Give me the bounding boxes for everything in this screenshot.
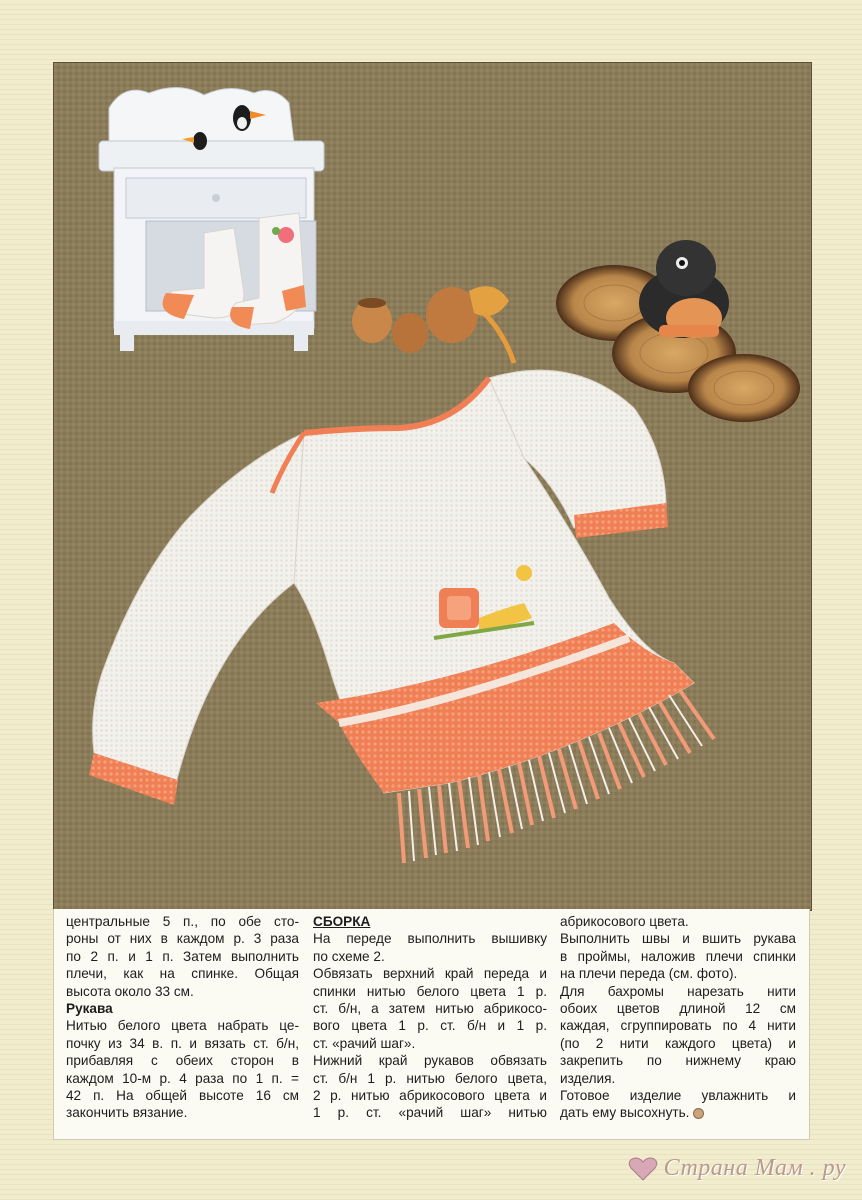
text-line: 42 п. На общей высоте 16 см [66, 1088, 299, 1104]
watermark-text: Страна Мам . ру [663, 1155, 846, 1181]
text-line: центральные 5 п., по обе сто- [66, 914, 299, 929]
text-line: почку из 34 в. п. и вязать ст. б/н, [66, 1035, 299, 1051]
text-line: дать ему высохнуть. [560, 1105, 690, 1121]
text-line: плечи, как на спинке. Общая [66, 966, 299, 982]
instructions-panel [53, 909, 810, 1140]
text-line: На переде выполнить вышивку [313, 931, 547, 947]
text-line: закончить вязание. [66, 1105, 188, 1121]
text-line: по схеме 2. [313, 948, 385, 964]
end-mark-icon [693, 1108, 704, 1119]
text-line: Готовое изделие увлажнить и [560, 1088, 796, 1104]
text-line: спинки нитью белого цвета 1 р. [313, 983, 547, 999]
text-column-2 [313, 913, 547, 1122]
text-line: Обвязать верхний край переда и [313, 966, 547, 982]
text-line: каждом 10-м р. 4 раза по 1 п. = [66, 1070, 299, 1086]
text-line: вого цвета 1 р. ст. б/н и 1 р. [313, 1018, 547, 1034]
text-line: на плечи переда (см. фото). [560, 966, 738, 982]
text-line: закрепить по нижнему краю [560, 1053, 796, 1069]
section-heading-sleeves: Рукава [66, 1001, 113, 1017]
text-line: высота около 33 см. [66, 983, 194, 999]
text-line: 2 р. нитью абрикосового цвета и [313, 1088, 547, 1104]
text-line: изделия. [560, 1070, 616, 1086]
text-line: 1 р. ст. «рачий шаг» нитью [313, 1105, 547, 1121]
text-line-last [560, 1104, 796, 1121]
text-line: абрикосового цвета. [560, 914, 689, 929]
text-line: Нижний край рукавов обвязать [313, 1053, 547, 1069]
text-line: каждая, сгруппировать по 4 нити [560, 1018, 796, 1034]
text-line: ст. б/н 1 р. нитью белого цвета, [313, 1070, 547, 1086]
text-line: ст. б/н, а затем нитью абрикосо- [313, 1001, 547, 1017]
text-line: Для бахромы нарезать нити [560, 983, 796, 999]
text-column-1 [66, 913, 299, 1122]
text-column-3 [560, 913, 796, 1122]
text-line: роны от них в каждом р. 3 раза [66, 931, 299, 947]
text-line: по 2 п. и 1 п. Затем выполнить [66, 948, 299, 964]
text-line: (по 2 нити каждого цвета) и [560, 1035, 796, 1051]
sweater-photo-svg [54, 63, 811, 910]
text-line: в проймы, наложив плечи спинки [560, 948, 796, 964]
text-line: прибавляя с обеих сторон в [66, 1053, 299, 1069]
text-line: Выполнить швы и вшить рукава [560, 931, 796, 947]
heart-logo-icon [628, 1156, 658, 1182]
text-line: обоих цветов длиной 12 см [560, 1001, 796, 1017]
text-line: ст. «рачий шаг». [313, 1035, 416, 1051]
section-heading-assembly: СБОРКА [313, 914, 371, 929]
site-watermark[interactable] [628, 1155, 846, 1182]
sweater-photo [53, 62, 812, 911]
text-line: Нитью белого цвета набрать це- [66, 1018, 299, 1034]
